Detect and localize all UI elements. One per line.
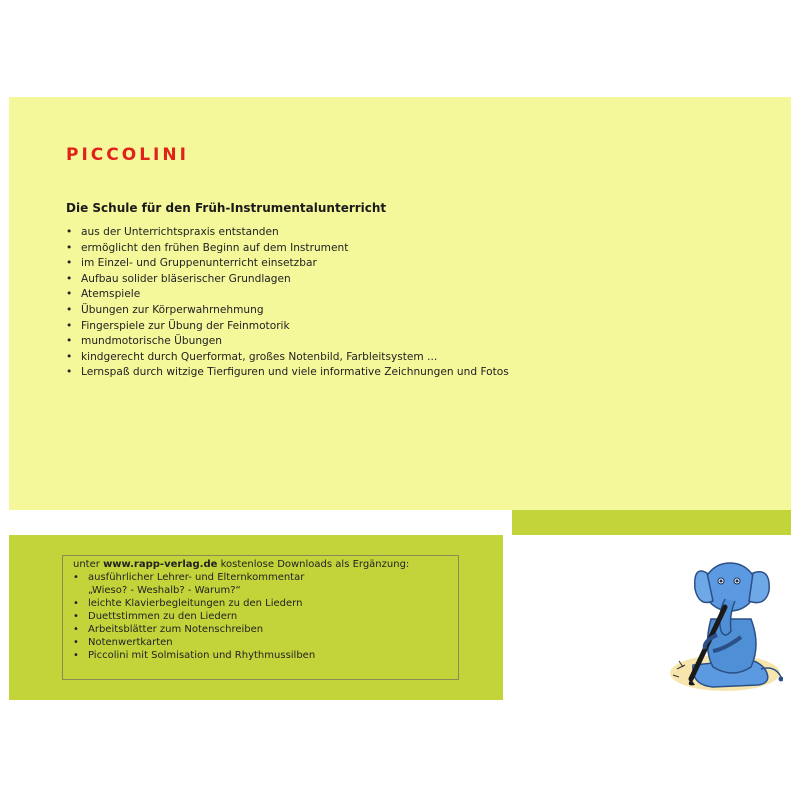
bullet-icon: •	[66, 257, 73, 270]
bullet-icon: •	[66, 350, 73, 363]
bullet-icon: •	[66, 335, 73, 348]
book-title: PICCOLINI	[66, 145, 189, 165]
list-item: • Aufbau solider bläserischer Grundlagen	[66, 272, 509, 288]
bullet-icon: •	[73, 624, 79, 635]
downloads-list	[73, 571, 458, 662]
book-back-cover	[9, 97, 791, 700]
bullet-icon: •	[66, 241, 73, 254]
downloads-panel	[9, 535, 503, 700]
downloads-heading: unter www.rapp-verlag.de kostenlose Downloads als Ergänzung:	[73, 559, 410, 570]
book-subtitle: Die Schule für den Früh-Instrumentalunterricht	[66, 201, 387, 215]
list-item: • leichte Klavierbegleitungen zu den Liedern	[73, 598, 303, 609]
bullet-icon: •	[73, 572, 79, 583]
bullet-icon: •	[66, 272, 73, 285]
list-item: • im Einzel- und Gruppenunterricht einsetzbar	[66, 256, 509, 272]
list-item: • Lernspaß durch witzige Tierfiguren und viele informative Zeichnungen und Fotos	[66, 365, 509, 381]
list-item: • Duettstimmen zu den Liedern	[73, 611, 238, 622]
website-link[interactable]: www.rapp-verlag.de	[103, 559, 218, 570]
list-item: • Arbeitsblätter zum Notenschreiben	[73, 624, 264, 635]
bullet-icon: •	[73, 611, 79, 622]
illustration-panel	[503, 535, 791, 700]
green-accent-block	[512, 510, 791, 535]
bullet-icon: •	[66, 303, 73, 316]
list-item: • ausführlicher Lehrer- und Elternkommentar	[73, 572, 305, 583]
feature-list	[66, 225, 509, 381]
list-item: • mundmotorische Übungen	[66, 334, 509, 350]
bullet-icon: •	[73, 650, 79, 661]
elephant-clarinet-icon	[633, 545, 783, 695]
downloads-box	[62, 555, 459, 680]
bullet-icon: •	[66, 366, 73, 379]
list-item: • kindgerecht durch Querformat, großes Notenbild, Farbleitsystem ...	[66, 350, 509, 366]
list-item: • ermöglicht den frühen Beginn auf dem Instrument	[66, 241, 509, 257]
bullet-icon: •	[73, 637, 79, 648]
list-item: • aus der Unterrichtspraxis entstanden	[66, 225, 509, 241]
list-item: • Atemspiele	[66, 287, 509, 303]
bullet-icon: •	[66, 319, 73, 332]
bullet-icon: •	[66, 288, 73, 301]
list-item: • Notenwertkarten	[73, 637, 173, 648]
list-item-continuation: „Wieso? - Weshalb? - Warum?“	[88, 585, 241, 596]
list-item: • Piccolini mit Solmisation und Rhythmussilben	[73, 650, 316, 661]
bullet-icon: •	[66, 226, 73, 238]
list-item: • Fingerspiele zur Übung der Feinmotorik	[66, 319, 509, 335]
list-item: • Übungen zur Körperwahrnehmung	[66, 303, 509, 319]
bullet-icon: •	[73, 598, 79, 609]
